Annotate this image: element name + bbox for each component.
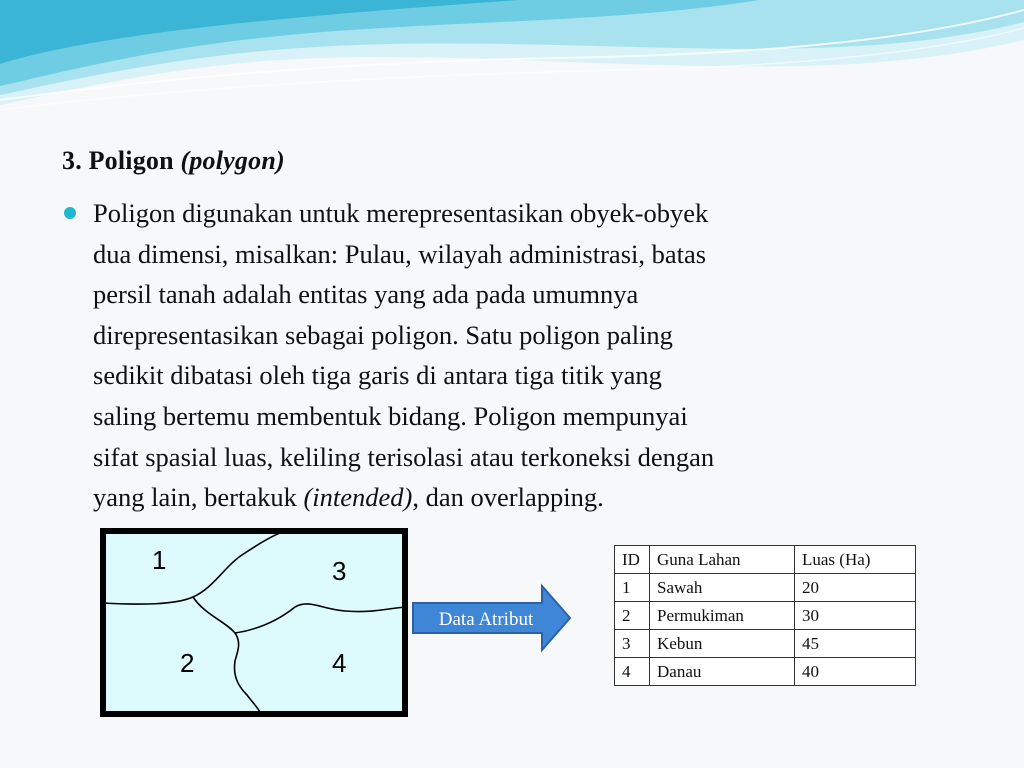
table-cell: Sawah xyxy=(650,574,795,602)
table-row xyxy=(615,630,916,658)
region-label-4: 4 xyxy=(332,648,347,678)
paragraph-line: saling bertemu membentuk bidang. Poligon mempunyai xyxy=(93,400,688,431)
polygon-map-frame xyxy=(103,531,405,714)
paragraph-line: persil tanah adalah entitas yang ada pada umumnya xyxy=(93,279,639,310)
paragraph-line: sifat spasial luas, keliling terisolasi atau terkoneksi dengan xyxy=(93,441,715,472)
bullet-dot-icon xyxy=(64,207,76,219)
paragraph-line: sedikit dibatasi oleh tiga garis di antara tiga titik yang xyxy=(93,360,662,391)
region-label-2: 2 xyxy=(180,648,195,678)
arrow-label: Data Atribut xyxy=(438,609,534,630)
table-cell: 30 xyxy=(795,602,916,630)
table-row xyxy=(615,574,916,602)
region-label-1: 1 xyxy=(152,545,167,575)
last-line-text: yang lain, bertakuk xyxy=(93,482,304,513)
paragraph-line: direpresentasikan sebagai poligon. Satu poligon paling xyxy=(93,319,673,350)
table-cell: Danau xyxy=(650,658,795,686)
table-header-cell: ID xyxy=(615,546,650,574)
header-wave-decoration xyxy=(0,0,1024,120)
table-row xyxy=(615,602,916,630)
table-cell: 40 xyxy=(795,658,916,686)
paragraph-line: dua dimensi, misalkan: Pulau, wilayah administrasi, batas xyxy=(93,238,707,269)
last-line-italic: (intended) xyxy=(303,482,413,513)
table-header-cell: Luas (Ha) xyxy=(795,546,916,574)
heading-italic: (polygon) xyxy=(180,146,285,175)
heading-number: 3. Poligon xyxy=(62,146,174,175)
attribute-table xyxy=(614,545,916,686)
slide-heading xyxy=(62,146,285,176)
table-cell: 3 xyxy=(615,630,650,658)
table-header-cell: Guna Lahan xyxy=(650,546,795,574)
table-row xyxy=(615,658,916,686)
last-line-tail: , dan overlapping. xyxy=(412,482,604,513)
table-cell: Kebun xyxy=(650,630,795,658)
table-header-row xyxy=(615,546,916,574)
table-cell: 4 xyxy=(615,658,650,686)
polygon-map-figure xyxy=(95,525,615,725)
table-cell: 20 xyxy=(795,574,916,602)
table-cell: 45 xyxy=(795,630,916,658)
table-cell: 2 xyxy=(615,602,650,630)
table-cell: Permukiman xyxy=(650,602,795,630)
paragraph-last-line xyxy=(93,477,973,518)
paragraph-line: Poligon digunakan untuk merepresentasikan obyek-obyek xyxy=(93,198,709,228)
body-paragraph xyxy=(93,193,973,518)
region-label-3: 3 xyxy=(332,556,347,586)
table-cell: 1 xyxy=(615,574,650,602)
